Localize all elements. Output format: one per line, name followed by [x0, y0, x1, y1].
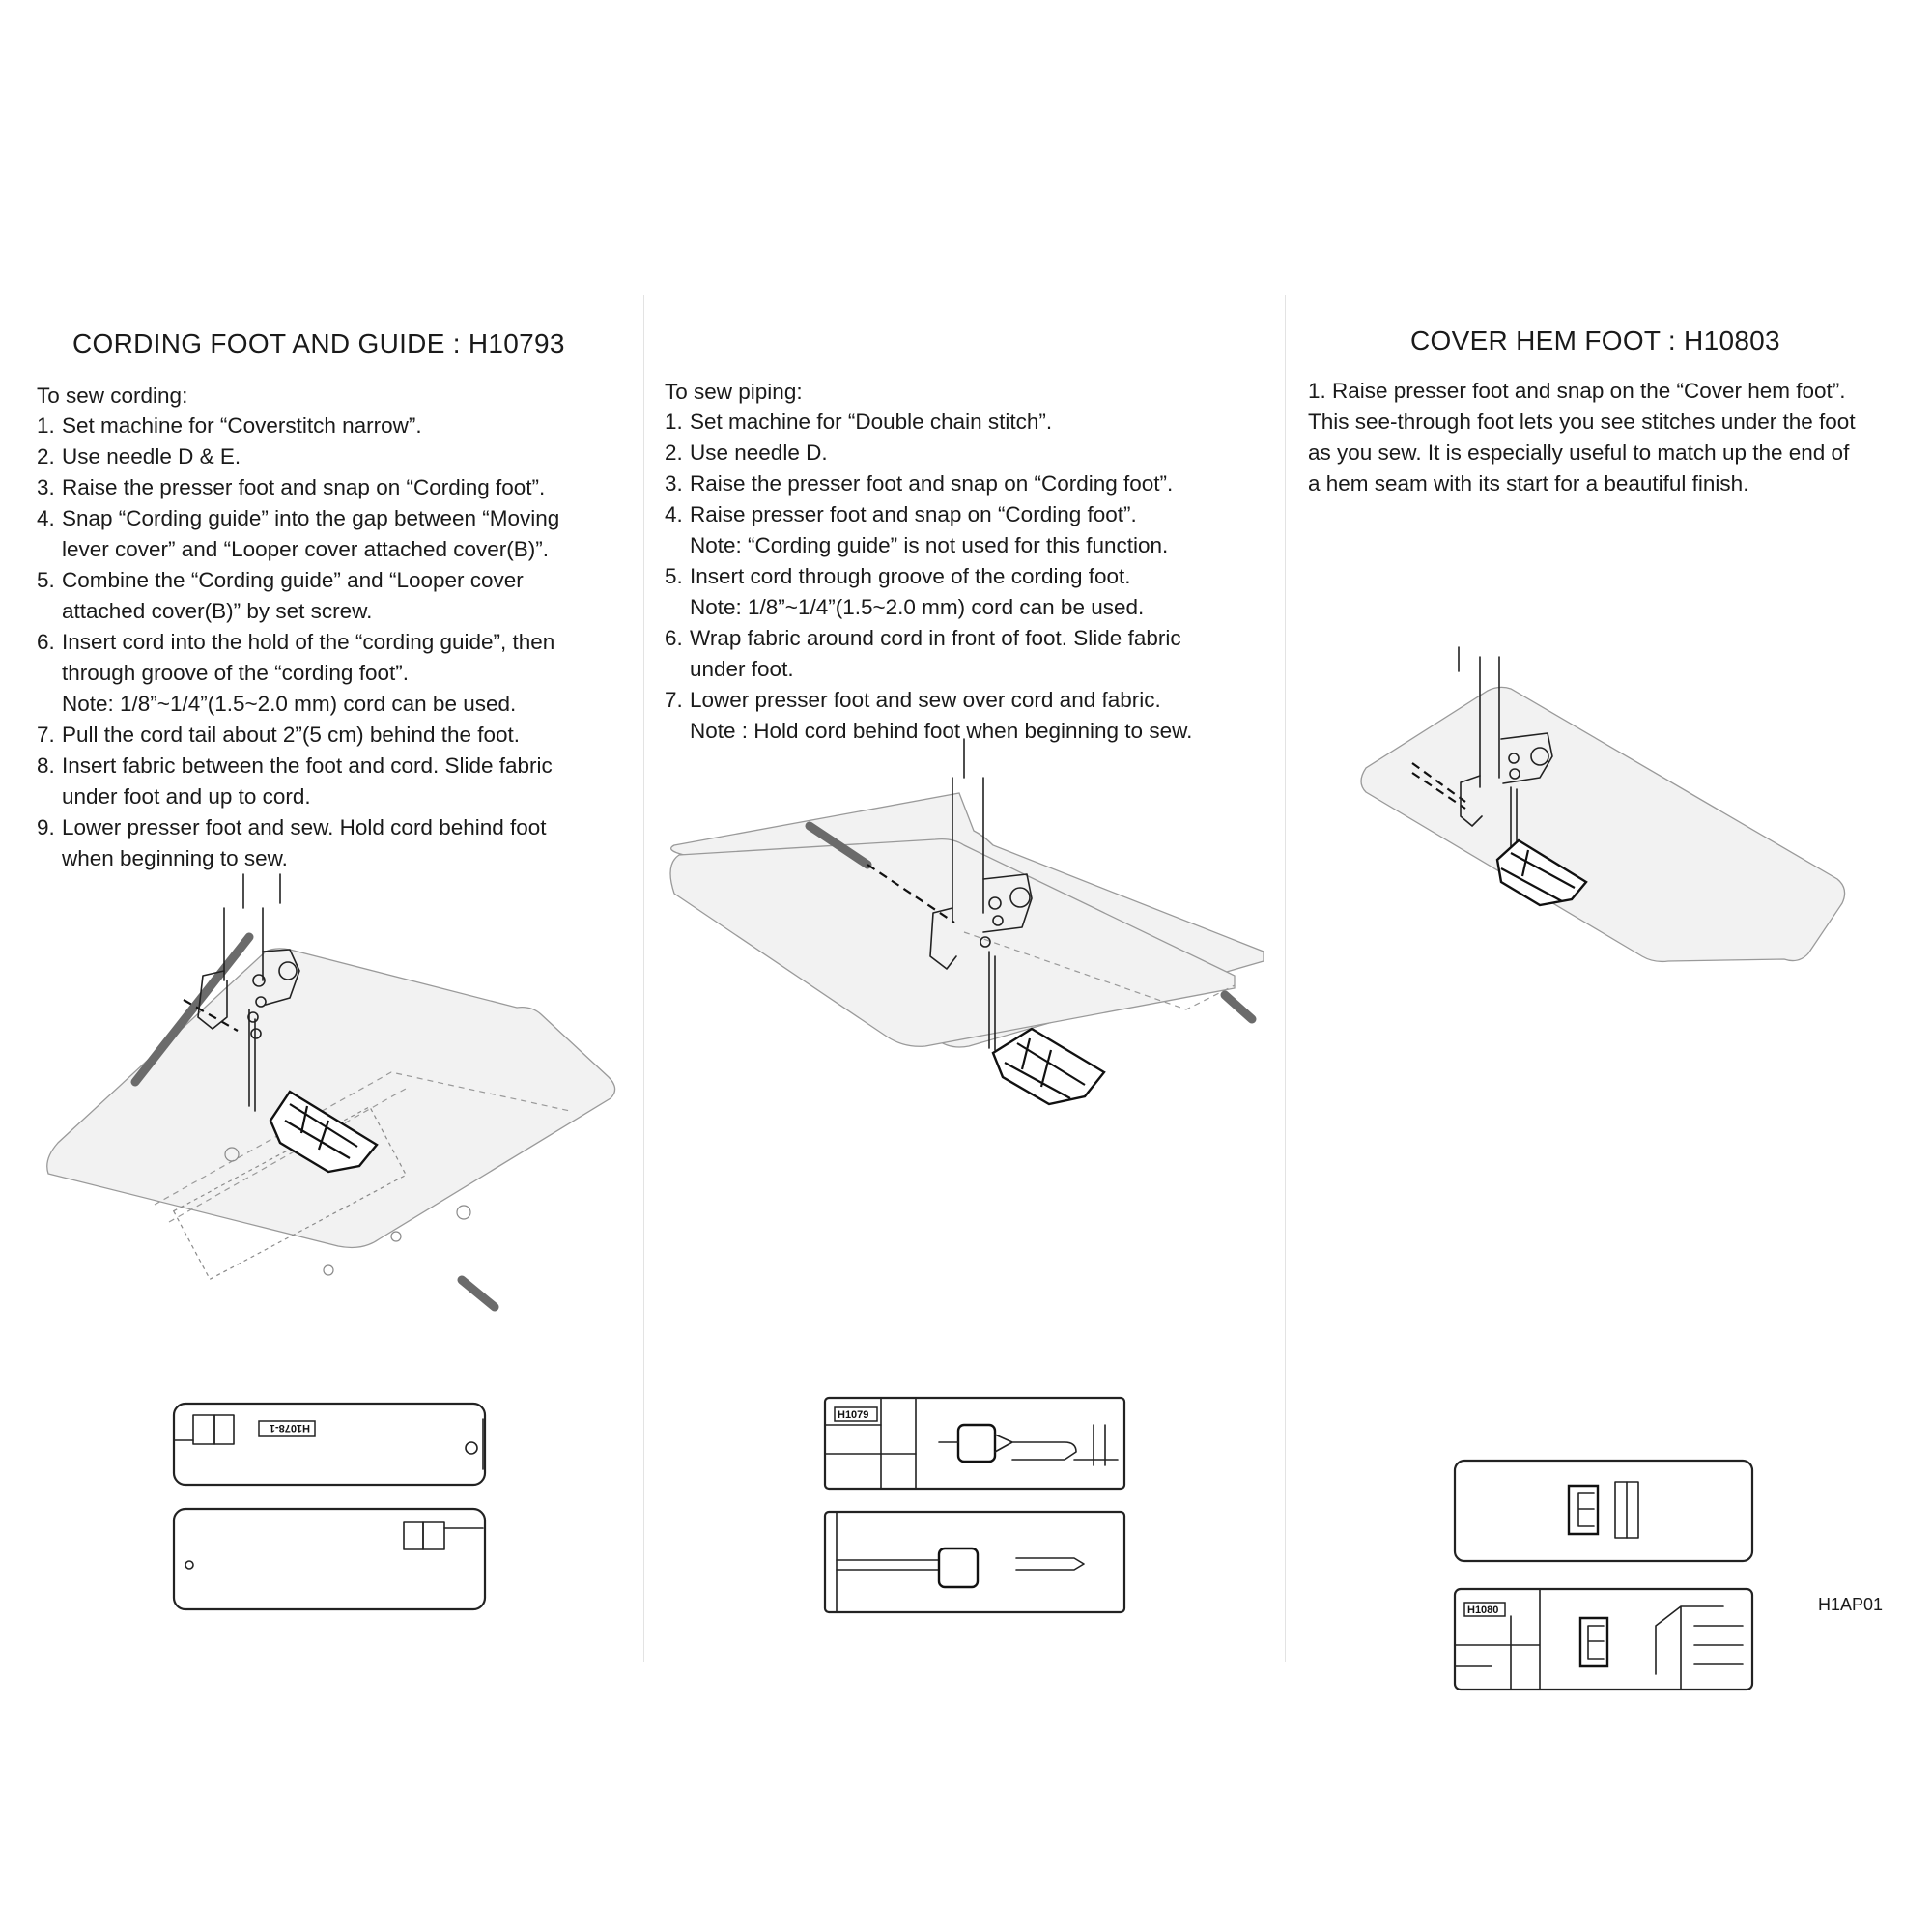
- panel-title: COVER HEM FOOT : H10803: [1410, 326, 1780, 355]
- fold-line-2: [1285, 295, 1286, 1662]
- fold-line-1: [643, 295, 644, 1662]
- paragraph-line: 1. Raise presser foot and snap on the “Cover hem foot”.: [1308, 379, 1846, 403]
- piping-foot-illustration: [645, 797, 1283, 1338]
- foot-part-label: H1080: [1467, 1605, 1499, 1616]
- cover-hem-foot-illustration: [1287, 662, 1932, 1067]
- cording-foot-illustration: [0, 913, 642, 1319]
- step-item: 2. Use needle D.: [665, 440, 828, 465]
- cover-hem-foot-bottom-view-bottom: [1453, 1587, 1762, 1693]
- piping-foot-bottom-view-top: [823, 1396, 1132, 1492]
- step-item: 2. Use needle D & E.: [37, 444, 242, 469]
- step-item: 8. Insert fabric between the foot and cord. Slide fabric under foot and up to cord.: [37, 753, 553, 809]
- step-item: 4. Raise presser foot and snap on “Cording foot”. Note: “Cording guide” is not used for this function.: [665, 502, 1169, 557]
- intro-text: To sew piping:: [665, 380, 803, 404]
- step-item: 6. Wrap fabric around cord in front of foot. Slide fabric under foot.: [665, 626, 1181, 681]
- paragraph-line: as you sew. It is especially useful to match up the end of: [1308, 440, 1850, 465]
- intro-text: To sew cording:: [37, 384, 188, 408]
- step-item: 5. Insert cord through groove of the cording foot. Note: 1/8”~1/4”(1.5~2.0 mm) cord can be used.: [665, 564, 1145, 619]
- steps-list: [665, 407, 1192, 747]
- panel-cording-foot-and-guide: [0, 295, 642, 1662]
- step-item: 4. Snap “Cording guide” into the gap between “Moving lever cover” and “Looper cover attached cover(B)”.: [37, 506, 560, 561]
- panel-cover-hem-foot: [1287, 295, 1932, 1662]
- paragraph-line: a hem seam with its start for a beautiful finish.: [1308, 471, 1749, 496]
- step-item: 7. Lower presser foot and sew over cord and fabric. Note : Hold cord behind foot when beginning to sew.: [665, 688, 1193, 743]
- cording-foot-bottom-view-bottom: [172, 1507, 500, 1613]
- paragraph-line: This see-through foot lets you see stitches under the foot: [1308, 410, 1856, 434]
- cording-foot-bottom-view-top: [172, 1402, 500, 1489]
- step-item: 3. Raise the presser foot and snap on “Cording foot”.: [665, 471, 1174, 496]
- step-item: 7. Pull the cord tail about 2”(5 cm) behind the foot.: [37, 723, 521, 747]
- step-item: 3. Raise the presser foot and snap on “Cording foot”.: [37, 475, 546, 499]
- instruction-paragraph: [1308, 376, 1856, 499]
- panel-title: CORDING FOOT AND GUIDE : H10793: [72, 328, 565, 358]
- step-item: 5. Combine the “Cording guide” and “Looper cover attached cover(B)” by set screw.: [37, 568, 524, 623]
- step-item: 1. Set machine for “Coverstitch narrow”.: [37, 413, 422, 438]
- panel-piping: [645, 295, 1283, 1662]
- cover-hem-foot-bottom-view-top: [1453, 1459, 1762, 1565]
- foot-part-label: H1079: [838, 1409, 869, 1421]
- step-item: 9. Lower presser foot and sew. Hold cord behind foot when beginning to sew.: [37, 815, 547, 870]
- steps-list: [37, 411, 559, 874]
- foot-part-label: H1078-1: [269, 1422, 310, 1434]
- step-item: 6. Insert cord into the hold of the “cording guide”, then through groove of the “cording foot”. Note: 1/8”~1/4”(1.5~2.0 mm) cord can be used.: [37, 630, 555, 716]
- step-item: 1. Set machine for “Double chain stitch”.: [665, 410, 1053, 434]
- piping-foot-bottom-view-bottom: [823, 1510, 1132, 1616]
- document-code: H1AP01: [1818, 1595, 1884, 1614]
